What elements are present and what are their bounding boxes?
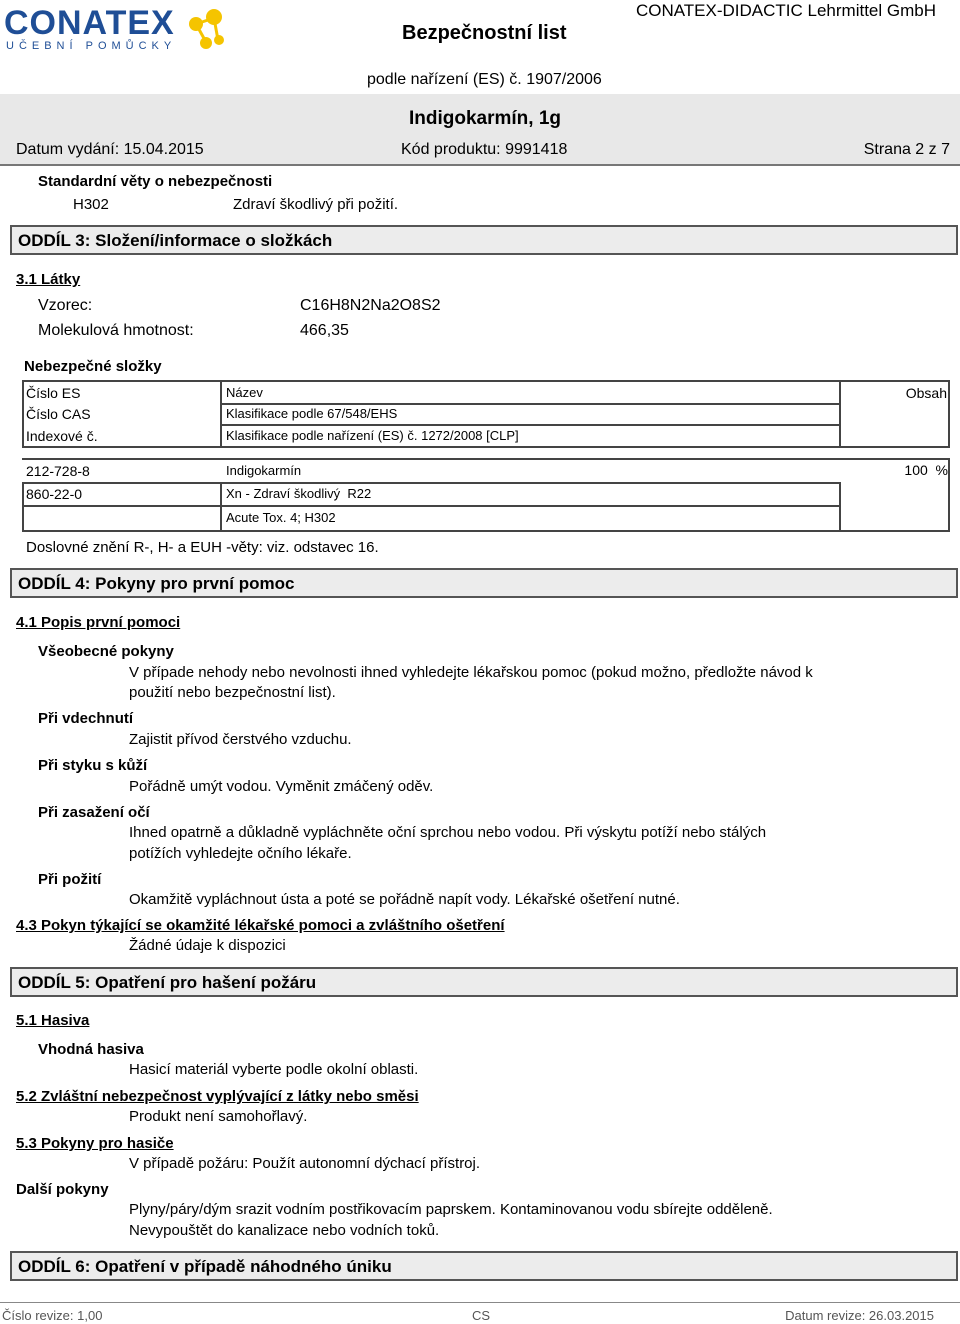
section-4-3-heading: 4.3 Pokyn týkající se okamžité lékařské pomoci a zvláštního ošetření [16, 917, 505, 934]
cell-class2: Acute Tox. 4; H302 [226, 510, 336, 525]
revision-number: Číslo revize: 1,00 [2, 1308, 103, 1323]
revision-date: Datum revize: 26.03.2015 [785, 1308, 934, 1323]
product-name: Indigokarmín, 1g [409, 108, 562, 129]
page-number: Strana 2 z 7 [863, 141, 950, 158]
product-code: Kód produktu: 9991418 [401, 141, 568, 158]
header-index: Indexové č. [26, 428, 98, 444]
header-es: Číslo ES [26, 385, 81, 401]
table-body-divider [839, 482, 841, 532]
skin-text: Pořádně umýt vodou. Vyměnit zmáčený oděv. [129, 778, 434, 795]
table-body-right [948, 458, 950, 532]
table-col-divider [220, 381, 222, 447]
inhalation-text: Zajistit přívod čerstvého vzduchu. [129, 731, 352, 748]
table-body-top [22, 458, 950, 460]
company-logo [4, 2, 226, 56]
rh-note: Doslovné znění R-, H- a EUH -věty: viz. odstavec 16. [26, 539, 379, 556]
table-body-row-line [22, 482, 841, 484]
language-code: CS [472, 1308, 491, 1323]
mw-value: 466,35 [300, 322, 349, 339]
suitable-text: Hasicí materiál vyberte podle okolní oblasti. [129, 1061, 419, 1078]
general-text: V případe nehody nebo nevolnosti ihned vyhledejte lékařskou pomoc (pokud možno, předložte návod k [129, 664, 813, 681]
header-cas: Číslo CAS [26, 406, 91, 422]
hazard-text: Zdraví škodlivý při požití. [233, 196, 399, 213]
section-5-3-heading: 5.3 Pokyny pro hasiče [16, 1135, 174, 1152]
table-body-bottom [22, 530, 950, 532]
section-5-2-heading: 5.2 Zvláštní nebezpečnost vyplývající z látky nebo směsi [16, 1088, 419, 1105]
formula-label: Vzorec: [38, 297, 93, 314]
section-4-3-text: Žádné údaje k dispozici [129, 937, 286, 954]
header-class1: Klasifikace podle 67/548/EHS [226, 406, 398, 421]
section-3-header [10, 225, 958, 255]
section-3-title: ODDÍL 3: Složení/informace o složkách [18, 231, 333, 250]
header-rule [0, 164, 960, 166]
other-label: Další pokyny [16, 1181, 109, 1198]
table-row-divider [222, 403, 839, 405]
other-text: Plyny/páry/dým srazit vodním postřikovacím paprskem. Kontaminovanou vodu sbírejte odděleně. [129, 1201, 773, 1218]
cell-class1: Xn - Zdraví škodlivý R22 [226, 486, 372, 501]
suitable-label: Vhodná hasiva [38, 1041, 144, 1058]
hazard-title: Standardní věty o nebezpečnosti [38, 173, 273, 190]
formula-value: C16H8N2Na2O8S2 [300, 297, 441, 314]
logo-wordmark: CONATEX [4, 4, 175, 42]
dangerous-components-title: Nebezpečné složky [24, 358, 162, 375]
table-col-divider [839, 381, 841, 447]
issue-date: Datum vydání: 15.04.2015 [16, 141, 204, 158]
footer-rule [0, 1302, 960, 1303]
cell-es: 212-728-8 [26, 463, 90, 479]
mw-label: Molekulová hmotnost: [38, 322, 194, 339]
table-body-row-line [22, 505, 841, 507]
cell-name: Indigokarmín [226, 463, 302, 478]
section-4-1-heading: 4.1 Popis první pomoci [16, 614, 181, 631]
skin-label: Při styku s kůží [38, 757, 148, 774]
logo-subtitle: UČEBNÍ POMŮCKY [6, 40, 177, 52]
general-label: Všeobecné pokyny [38, 643, 174, 660]
section-6-header [10, 1251, 958, 1281]
header-name: Název [226, 385, 263, 400]
section-4-header [10, 568, 958, 598]
cell-content: 100 % [904, 462, 948, 478]
ingestion-label: Při požití [38, 871, 102, 888]
other-text-2: Nevypouštět do kanalizace nebo vodních toků. [129, 1222, 440, 1239]
eye-label: Při zasažení očí [38, 804, 150, 821]
section-5-3-text: V případě požáru: Použít autonomní dýchací přístroj. [129, 1155, 481, 1172]
document-title: Bezpečnostní list [402, 22, 567, 44]
inhalation-label: Při vdechnutí [38, 710, 134, 727]
header-class2: Klasifikace podle nařízení (ES) č. 1272/2008 [CLP] [226, 428, 519, 443]
header-content: Obsah [905, 385, 947, 401]
hazard-code: H302 [73, 196, 109, 213]
section-5-1-heading: 5.1 Hasiva [16, 1012, 90, 1029]
company-name: CONATEX-DIDACTIC Lehrmittel GmbH [635, 1, 936, 20]
section-5-header [10, 967, 958, 997]
table-body-left [22, 482, 24, 532]
section-4-title: ODDÍL 4: Pokyny pro první pomoc [18, 574, 295, 593]
section-3-1-heading: 3.1 Látky [16, 271, 81, 288]
general-text-2: použití nebo bezpečnostní list). [129, 684, 336, 701]
regulation-text: podle nařízení (ES) č. 1907/2006 [367, 71, 602, 88]
section-5-2-text: Produkt není samohořlavý. [129, 1108, 308, 1125]
section-6-title: ODDÍL 6: Opatření v případě náhodného úniku [18, 1257, 392, 1276]
eye-text-2: potížích vyhledejte očního lékaře. [129, 845, 352, 862]
eye-text: Ihned opatrně a důkladně vypláchněte oční sprchou nebo vodou. Při výskytu potíží nebo stálých [129, 824, 767, 841]
cell-cas: 860-22-0 [26, 486, 83, 502]
table-row-divider [222, 424, 839, 426]
ingestion-text: Okamžitě vypláchnout ústa a poté se pořádně napít vody. Lékařské ošetření nutné. [129, 891, 680, 908]
molecule-icon [184, 6, 226, 52]
table-body-divider [220, 482, 222, 532]
section-5-title: ODDÍL 5: Opatření pro hašení požáru [18, 973, 317, 992]
